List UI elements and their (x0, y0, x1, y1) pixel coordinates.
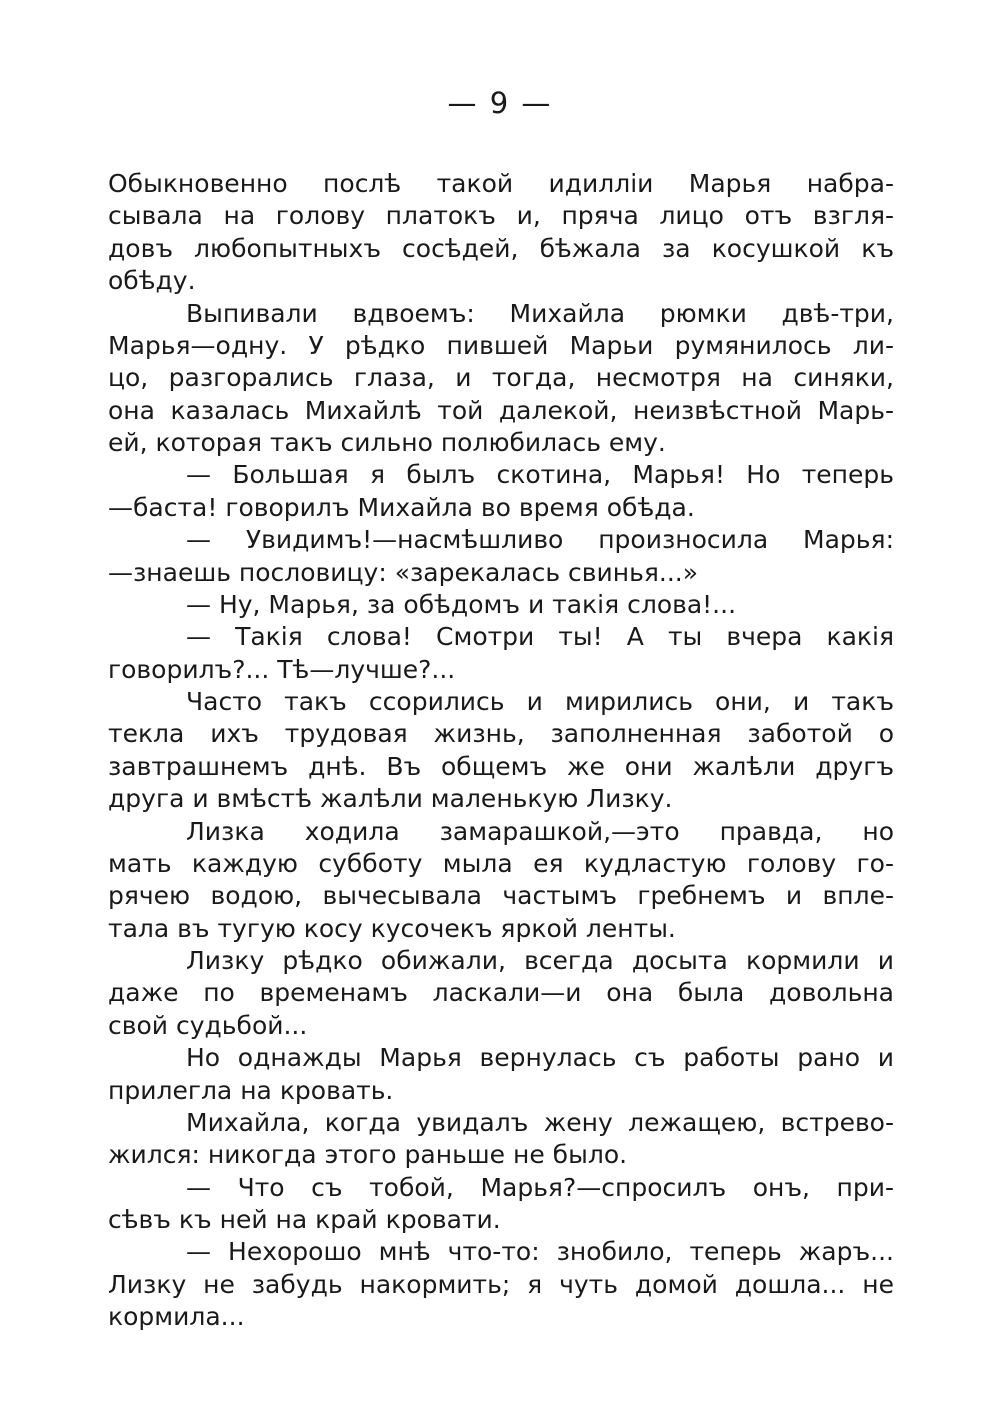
text-line: Обыкновенно послѣ такой идилліи Марья набра- (108, 169, 894, 198)
text-line: — Нехорошо мнѣ что-то: знобило, теперь жаръ... (186, 1237, 894, 1267)
text-line: ей, которая такъ сильно полюбилась ему. (108, 428, 666, 457)
body-text (108, 168, 894, 1334)
text-line: — Большая я былъ скотина, Марья! Но теперь (186, 460, 894, 490)
text-line: Но однажды Марья вернулась съ работы рано и (186, 1043, 894, 1073)
text-line: — Увидимъ!—насмѣшливо произносила Марья: (186, 525, 894, 555)
text-line: Лизка ходила замарашкой,—это правда, но (186, 816, 894, 846)
text-line: — Что съ тобой, Марья?—спросилъ онъ, при- (186, 1172, 894, 1202)
text-line: друга и вмѣстѣ жалѣли маленькую Лизку. (108, 784, 673, 814)
text-line: кормила... (108, 1302, 245, 1332)
text-line: — Такія слова! Смотри ты! А ты вчера какія (186, 622, 894, 652)
text-line: рячею водою, вычесывала частымъ гребнемъ и впле- (108, 881, 894, 911)
text-line: тала въ тугую косу кусочекъ яркой ленты. (108, 913, 676, 943)
page-number: — 9 — (447, 86, 553, 120)
text-line: прилегла на кровать. (108, 1075, 394, 1105)
text-line: обѣду. (108, 266, 196, 296)
text-line: свой судьбой... (108, 1010, 308, 1040)
text-line: даже по временамъ ласкали—и она была довольна (108, 978, 894, 1008)
text-line: Лизку не забудь накормить; я чуть домой дошла... не (108, 1269, 894, 1299)
text-line: мать каждую субботу мыла ея кудластую голову го- (108, 848, 894, 878)
text-line: — Ну, Марья, за обѣдомъ и такія слова!... (186, 589, 737, 619)
text-line: Марья—одну. У рѣдко пившей Марьи румянилось ли- (108, 330, 894, 360)
text-line: говорилъ?... Тѣ—лучше?... (108, 654, 456, 684)
text-line: —баста! говорилъ Михайла во время обѣда. (108, 492, 695, 522)
text-line: жился: никогда этого раньше не было. (108, 1140, 628, 1170)
text-line: Часто такъ ссорились и мирились они, и такъ (186, 687, 894, 716)
text-line: Лизку рѣдко обижали, всегда досыта кормили и (186, 946, 894, 975)
text-line: Выпивали вдвоемъ: Михайла рюмки двѣ-три, (186, 298, 894, 328)
text-line: она казалась Михайлѣ той далекой, неизвѣстной Марь- (108, 395, 894, 425)
text-line: текла ихъ трудовая жизнь, заполненная заботой о (108, 719, 894, 749)
text-line: сывала на голову платокъ и, пряча лицо отъ взгля- (108, 201, 894, 231)
text-line: завтрашнемъ днѣ. Въ общемъ же они жалѣли другъ (108, 751, 894, 781)
text-line: цо, разгорались глаза, и тогда, несмотря на синяки, (108, 363, 894, 393)
text-line: Михайла, когда увидалъ жену лежащею, встрево- (186, 1107, 894, 1137)
text-line: довъ любопытныхъ сосѣдей, бѣжала за косушкой къ (108, 233, 894, 263)
text-line: сѣвъ къ ней на край кровати. (108, 1205, 501, 1234)
text-line: —знаешь пословицу: «зарекалась свинья...» (108, 557, 699, 587)
